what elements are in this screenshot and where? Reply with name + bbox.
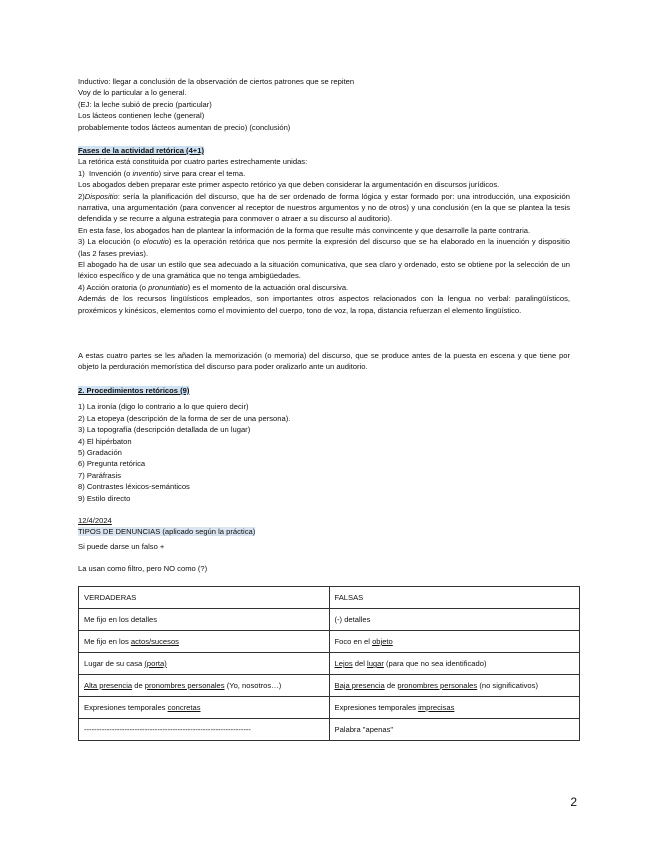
procedimiento-item: 8) Contrastes léxicos-semánticos xyxy=(78,482,190,492)
table-cell: Expresiones temporales concretas xyxy=(79,697,330,719)
table-cell: ------------------------------------------------------------------ xyxy=(79,719,330,741)
denuncias-heading: TIPOS DE DENUNCIAS (aplicado según la práctica) xyxy=(78,527,256,537)
procedimientos-section xyxy=(78,385,570,504)
table-header-verdaderas: VERDADERAS xyxy=(79,587,330,609)
fases-intro: La retórica está constituida por cuatro partes estrechamente unidas: xyxy=(78,157,308,167)
denuncias-line: La usan como filtro, pero NO como (?) xyxy=(78,564,208,574)
denuncias-date: 12/4/2024 xyxy=(78,516,112,525)
table-row xyxy=(79,631,580,653)
intro-line: (EJ: la leche subió de precio (particular) xyxy=(78,99,212,109)
table-cell: Palabra "apenas" xyxy=(329,719,580,741)
procedimiento-item: 9) Estilo directo xyxy=(78,493,131,503)
procedimiento-item: 5) Gradación xyxy=(78,448,122,458)
table-cell: (-) detalles xyxy=(329,609,580,631)
fase-4: 4) Acción oratoria (o pronuntiatio) es el momento de la actuación oral discursiva. xyxy=(78,282,349,292)
fase-3-detail: El abogado ha de usar un estilo que sea adecuado a la situación comunicativa, que sea claro y ordenado, esto se obtiene por la selección de un léxico específico y de una gramática que no tenga ambigüedades. xyxy=(78,260,570,281)
table-header-falsas: FALSAS xyxy=(329,587,580,609)
fase-4-detail: Además de los recursos lingüísticos empleados, son importantes otros aspectos relacionados con la lengua no verbal: paralingüísticos, proxémicos y kinésicos, elementos como el movimiento del cuerpo, tono de voz, la ropa, distancia refuerzan el elemento lingüístico. xyxy=(78,294,570,315)
procedimientos-heading: 2. Procedimientos retóricos (9) xyxy=(78,386,190,395)
memoria-paragraph xyxy=(78,350,570,373)
procedimiento-item: 4) El hipérbaton xyxy=(78,436,132,446)
table-cell: Me fijo en los detalles xyxy=(79,609,330,631)
denuncias-table xyxy=(78,586,580,741)
fases-section xyxy=(78,145,570,316)
denuncias-section xyxy=(78,515,570,575)
table-cell: Lejos del lugar (para que no sea identificado) xyxy=(329,653,580,675)
fase-2: 2)Dispositio: sería la planificación del discurso, que ha de ser ordenado de forma lógica y estar formado por: una introducción, una exposición narrativa, una argumentación (para convencer al receptor de nuestros argumentos y no de otros) y una conclusión (en la que se plantea la tesis defendida y se recurre a alguna estrategia para conmover o atraer a su discurso al auditorio). xyxy=(78,191,570,224)
fase-2-detail: En esta fase, los abogados han de plantear la información de la forma que resulte más convincente y que desarrolle la parte contraria. xyxy=(78,225,531,235)
fases-heading: Fases de la actividad retórica (4+1) xyxy=(78,146,204,155)
table-row xyxy=(79,587,580,609)
table-row xyxy=(79,609,580,631)
table-cell: Alta presencia de pronombres personales (Yo, nosotros…) xyxy=(79,675,330,697)
intro-line: Voy de lo particular a lo general. xyxy=(78,88,187,98)
fase-1: 1) Invención (o inventio) sirve para crear el tema. xyxy=(78,168,246,178)
table-cell: Baja presencia de pronombres personales (no significativos) xyxy=(329,675,580,697)
intro-block xyxy=(78,76,570,133)
procedimiento-item: 6) Pregunta retórica xyxy=(78,459,146,469)
fase-1-detail: Los abogados deben preparar este primer aspecto retórico ya que deben considerar la argumentación en discursos jurídicos. xyxy=(78,180,500,190)
table-cell: Foco en el objeto xyxy=(329,631,580,653)
procedimiento-item: 1) La ironía (digo lo contrario a lo que quiero decir) xyxy=(78,402,249,412)
procedimiento-item: 2) La etopeya (descripción de la forma de ser de una persona). xyxy=(78,413,291,423)
intro-line: Los lácteos contienen leche (general) xyxy=(78,111,205,121)
intro-line: Inductivo: llegar a conclusión de la observación de ciertos patrones que se repiten xyxy=(78,77,355,86)
procedimiento-item: 7) Paráfrasis xyxy=(78,470,122,480)
procedimiento-item: 3) La topografía (descripción detallada de un lugar) xyxy=(78,425,251,435)
table-cell: Lugar de su casa (porta) xyxy=(79,653,330,675)
denuncias-line: Si puede darse un falso + xyxy=(78,541,165,551)
table-cell: Expresiones temporales imprecisas xyxy=(329,697,580,719)
table-row xyxy=(79,675,580,697)
table-row xyxy=(79,697,580,719)
memoria-text: A estas cuatro partes se les añaden la memorización (o memoria) del discurso, que se produce antes de la puesta en escena y que tiene por objeto la perduración memorística del discurso para poder oralizarlo ante un auditorio. xyxy=(78,351,570,372)
intro-line: probablemente todos lácteos aumentan de precio) (conclusión) xyxy=(78,122,291,132)
table-row xyxy=(79,719,580,741)
table-cell: Me fijo en los actos/sucesos xyxy=(79,631,330,653)
table-row xyxy=(79,653,580,675)
page-number: 2 xyxy=(570,795,577,809)
fase-3: 3) La elocución (o elocutio) es la operación retórica que nos permite la expresión del discurso que se ha elaborado en la inuención y dispositio (las 2 fases previas). xyxy=(78,237,570,258)
